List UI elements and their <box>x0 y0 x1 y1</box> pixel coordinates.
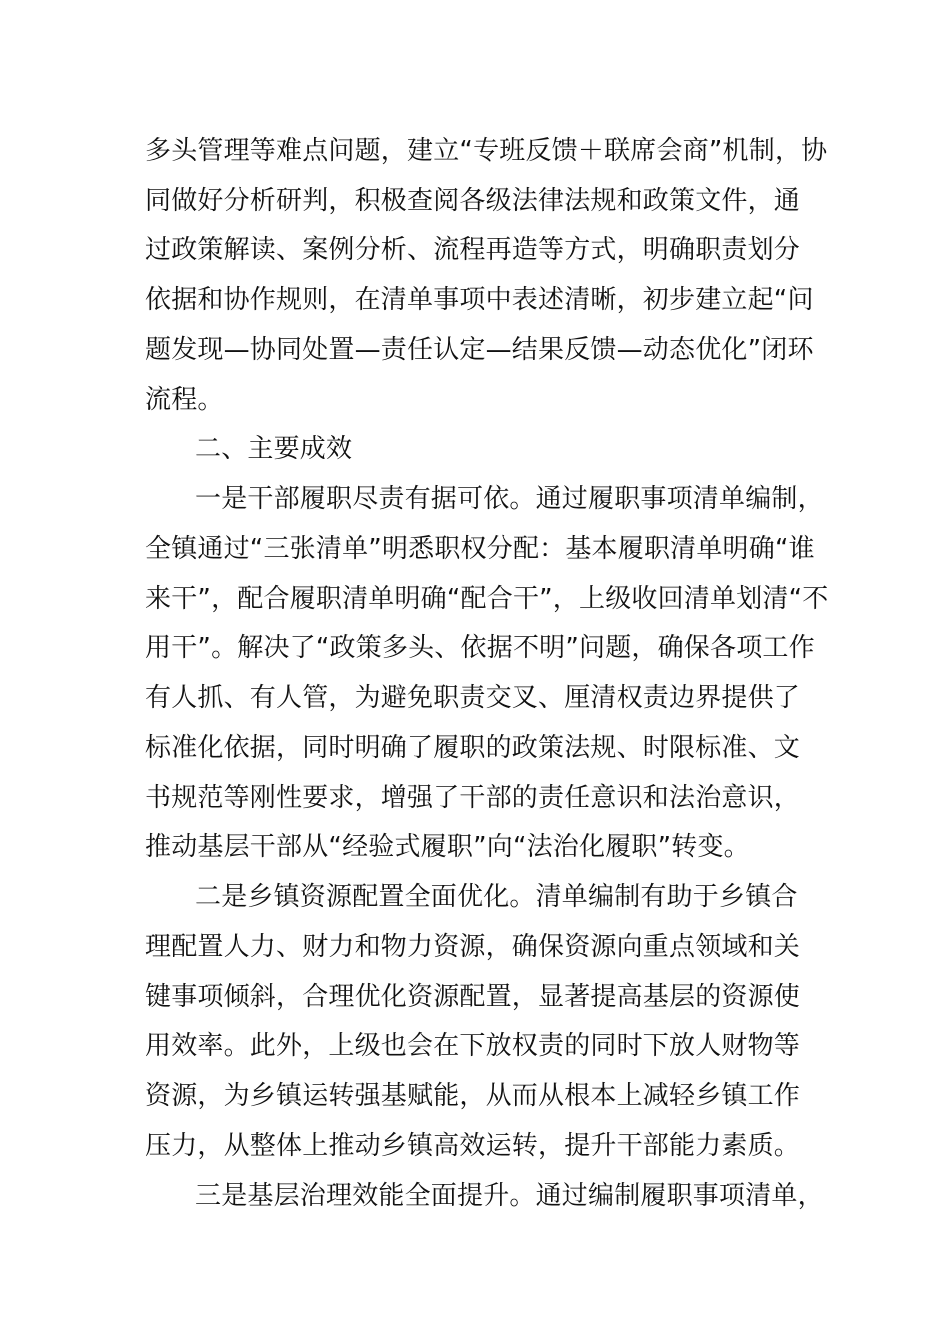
text-line: 书规范等刚性要求，增强了干部的责任意识和法治意识， <box>145 783 801 813</box>
text-line: 多头管理等难点问题，建立“专班反馈＋联席会商”机制，协 <box>145 136 828 166</box>
text-line: 键事项倾斜，合理优化资源配置，显著提高基层的资源使 <box>145 982 801 1012</box>
text-line: 同做好分析研判，积极查阅各级法律法规和政策文件，通 <box>145 186 801 216</box>
text-line: 题发现—协同处置—责任认定—结果反馈—动态优化”闭环 <box>145 335 814 365</box>
section-heading: 二、主要成效 <box>195 434 353 464</box>
text-line: 用效率。此外，上级也会在下放权责的同时下放人财物等 <box>145 1031 801 1061</box>
text-line: 流程。 <box>145 385 224 415</box>
paragraph-start-line: 一是干部履职尽责有据可依。通过履职事项清单编制， <box>195 484 824 514</box>
text-line: 推动基层干部从“经验式履职”向“法治化履职”转变。 <box>145 832 750 862</box>
text-line: 有人抓、有人管，为避免职责交叉、厘清权责边界提供了 <box>145 683 801 713</box>
text-line: 过政策解读、案例分析、流程再造等方式，明确职责划分 <box>145 235 801 265</box>
paragraph-start-line: 二是乡镇资源配置全面优化。清单编制有助于乡镇合 <box>195 882 798 912</box>
text-line: 用干”。解决了“政策多头、依据不明”问题，确保各项工作 <box>145 633 815 663</box>
text-line: 理配置人力、财力和物力资源，确保资源向重点领域和关 <box>145 932 801 962</box>
paragraph-start-line: 三是基层治理效能全面提升。通过编制履职事项清单， <box>195 1181 824 1211</box>
text-line: 标准化依据，同时明确了履职的政策法规、时限标准、文 <box>145 733 801 763</box>
text-line: 依据和协作规则，在清单事项中表述清晰，初步建立起“问 <box>145 285 814 315</box>
text-line: 资源，为乡镇运转强基赋能，从而从根本上减轻乡镇工作 <box>145 1081 801 1111</box>
text-line: 压力，从整体上推动乡镇高效运转，提升干部能力素质。 <box>145 1131 801 1161</box>
text-line: 全镇通过“三张清单”明悉职权分配：基本履职清单明确“谁 <box>145 534 815 564</box>
text-line: 来干”，配合履职清单明确“配合干”，上级收回清单划清“不 <box>145 584 829 614</box>
